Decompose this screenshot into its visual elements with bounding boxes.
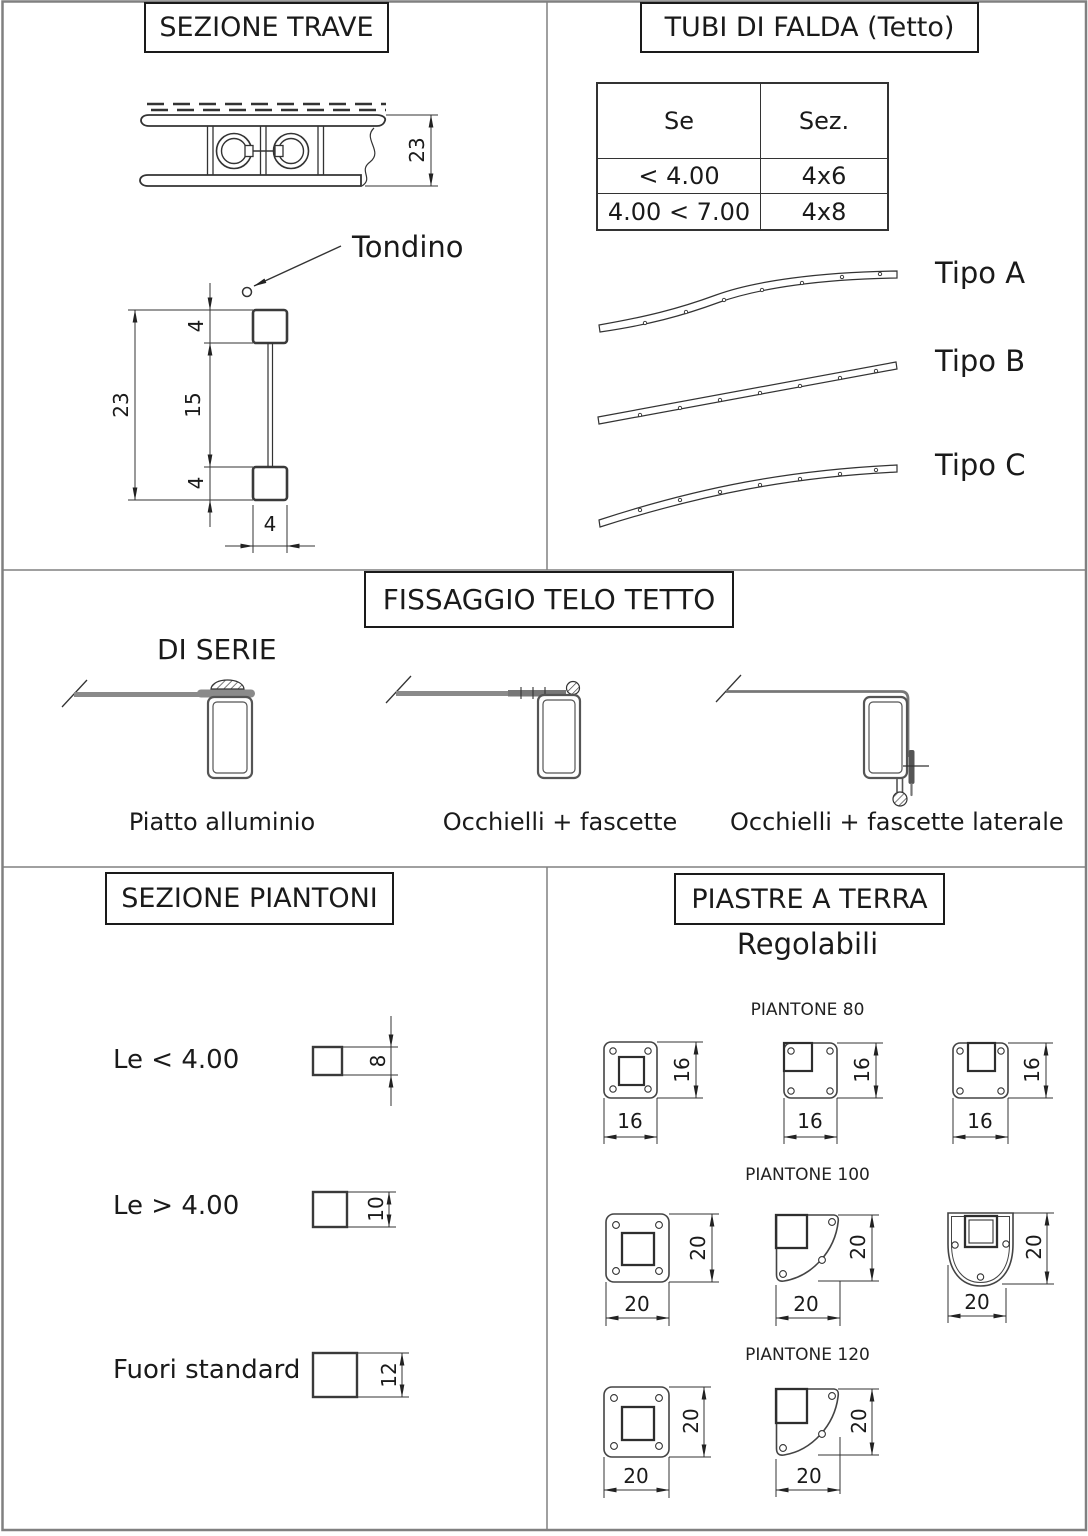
dim-piantone-12: 12 bbox=[377, 1362, 401, 1388]
tondino-circle bbox=[243, 288, 252, 297]
di-serie-label: DI SERIE bbox=[157, 633, 277, 666]
tube-tipo-b bbox=[598, 362, 897, 424]
piantone-120-label: PIANTONE 120 bbox=[745, 1345, 870, 1365]
fixing-option-label: Occhielli + fascette laterale bbox=[730, 808, 1064, 836]
dim-flange-width: 4 bbox=[263, 512, 277, 536]
dim-piastra-100: 20 bbox=[846, 1234, 870, 1260]
beam-section-drawing bbox=[140, 104, 438, 186]
tubi-di-falda-title: TUBI DI FALDA (Tetto) bbox=[640, 2, 979, 53]
piastre-a-terra-title: PIASTRE A TERRA bbox=[674, 873, 945, 925]
dim-piastra-100: 20 bbox=[793, 1292, 819, 1316]
fissaggio-title: FISSAGGIO TELO TETTO bbox=[364, 571, 734, 628]
piantone-80-label: PIANTONE 80 bbox=[750, 1000, 865, 1020]
dim-piastra-120: 20 bbox=[796, 1464, 822, 1488]
table-cell: 4.00 < 7.00 bbox=[598, 194, 761, 229]
dim-piastra-120: 20 bbox=[847, 1408, 871, 1434]
dim-piastra-80: 16 bbox=[1020, 1057, 1044, 1083]
dim-flange-bottom: 4 bbox=[184, 476, 208, 490]
fixing-option-label: Occhielli + fascette bbox=[442, 808, 678, 836]
dim-piastra-80: 16 bbox=[850, 1057, 874, 1083]
dim-piastra-80: 16 bbox=[617, 1109, 643, 1133]
dim-piantone-10: 10 bbox=[364, 1196, 388, 1222]
dim-piastra-120: 20 bbox=[623, 1464, 649, 1488]
sezione-trave-title: SEZIONE TRAVE bbox=[144, 2, 389, 53]
sezione-piantoni-title: SEZIONE PIANTONI bbox=[105, 872, 394, 925]
beam-profile-drawing bbox=[128, 246, 341, 553]
dim-piastra-100: 20 bbox=[964, 1290, 990, 1314]
dim-piantone-8: 8 bbox=[366, 1054, 390, 1068]
tipo-b-label: Tipo B bbox=[935, 344, 1026, 378]
tondino-label: Tondino bbox=[352, 230, 464, 264]
dim-piastra-120: 20 bbox=[679, 1408, 703, 1434]
tube-tipo-c bbox=[599, 465, 897, 527]
dim-web: 15 bbox=[181, 392, 205, 418]
fixing-option-label: Piatto alluminio bbox=[128, 808, 316, 836]
piantoni-row-label: Le > 4.00 bbox=[113, 1191, 240, 1221]
occhiello bbox=[567, 682, 580, 695]
tipo-c-label: Tipo C bbox=[935, 448, 1026, 482]
falda-tubes-drawing bbox=[598, 271, 897, 527]
piantone-100-label: PIANTONE 100 bbox=[745, 1165, 870, 1185]
piatto-dome bbox=[211, 680, 244, 689]
dim-piastra-100: 20 bbox=[624, 1292, 650, 1316]
table-cell: < 4.00 bbox=[598, 159, 761, 194]
dim-profile-height: 23 bbox=[109, 392, 133, 418]
occhiello bbox=[893, 792, 907, 806]
table-header-sez: Sez. bbox=[761, 84, 887, 159]
fixing-piatto-alluminio-drawing bbox=[62, 680, 255, 778]
dim-beam-height: 23 bbox=[405, 137, 429, 163]
falda-size-table bbox=[596, 82, 889, 231]
regolabili-label: Regolabili bbox=[736, 927, 879, 961]
piantoni-row-label: Fuori standard bbox=[113, 1355, 301, 1385]
dim-piastra-100: 20 bbox=[686, 1235, 710, 1261]
fixing-occhielli-laterale-drawing bbox=[716, 675, 929, 806]
table-cell: 4x6 bbox=[761, 159, 887, 194]
table-cell: 4x8 bbox=[801, 197, 847, 226]
piantoni-row-label: Le < 4.00 bbox=[113, 1045, 240, 1075]
tipo-a-label: Tipo A bbox=[935, 256, 1026, 290]
fascetta-laterale bbox=[909, 750, 915, 784]
dim-piastra-80: 16 bbox=[797, 1109, 823, 1133]
piantoni-sections-drawing bbox=[313, 1016, 409, 1397]
fixing-occhielli-fascette-drawing bbox=[386, 676, 580, 778]
table-header-se: Se bbox=[598, 84, 761, 159]
dim-piastra-80: 16 bbox=[670, 1057, 694, 1083]
dim-flange-top: 4 bbox=[184, 319, 208, 333]
dim-piastra-100: 20 bbox=[1022, 1234, 1046, 1260]
dim-piastra-80: 16 bbox=[967, 1109, 993, 1133]
